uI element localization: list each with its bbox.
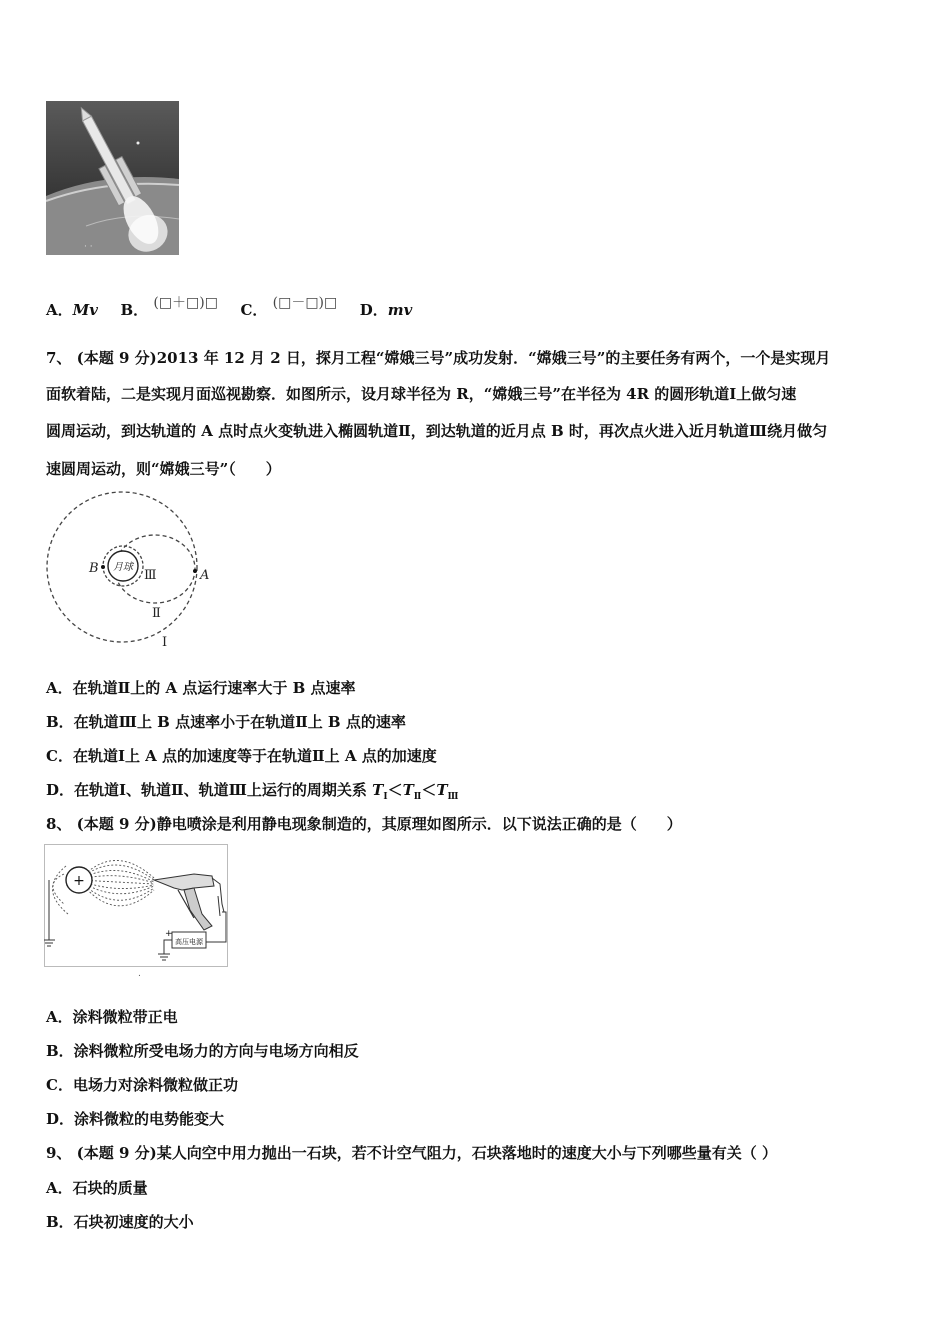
- q6-options: [46, 295, 413, 321]
- moon-label: 月球: [113, 562, 133, 573]
- q7-option-d: [46, 780, 459, 807]
- option-d-text: mv: [387, 301, 413, 319]
- q8-option-b: B．涂料微粒所受电场力的方向与电场方向相反: [46, 1042, 359, 1060]
- svg-text:· ·: · ·: [84, 242, 93, 252]
- label-a: A: [200, 568, 210, 583]
- q9-option-b: B．石块初速度的大小: [46, 1213, 194, 1231]
- rocket-launch-icon: [46, 101, 179, 255]
- period-t1-sub: Ⅰ: [383, 792, 388, 802]
- q7-stem-line4: 速圆周运动，则“嫦娥三号”（ ）: [46, 460, 281, 478]
- rocket-photo: [46, 101, 179, 255]
- label-i: Ⅰ: [162, 635, 168, 650]
- q7-stem-line1: 7、 (本题 9 分)2013 年 12 月 2 日，探月工程“嫦娥三号”成功发射．“嫦娥三号”的主要任务有两个，一个是实现月: [46, 349, 831, 367]
- q8-option-c: C．电场力对涂料微粒做正功: [46, 1076, 238, 1094]
- option-b-label: B．: [120, 301, 149, 319]
- q8-option-a: A．涂料微粒带正电: [46, 1008, 178, 1026]
- option-c-label: C．: [240, 301, 268, 319]
- q9-option-a: A．石块的质量: [46, 1179, 148, 1197]
- option-c-formula: (□－□)□: [272, 295, 338, 311]
- q8-option-d: D．涂料微粒的电势能变大: [46, 1110, 225, 1128]
- period-t2-sub: Ⅱ: [413, 792, 422, 802]
- period-t3: T: [436, 781, 448, 799]
- figure-dot: .: [138, 969, 141, 976]
- orbit-diagram: [44, 490, 220, 650]
- option-d-prefix: D．在轨道Ⅰ、轨道Ⅱ、轨道Ⅲ上运行的周期关系: [46, 781, 373, 799]
- lt-sign: ＜: [421, 781, 437, 799]
- q7-option-b: B．在轨道Ⅲ上 B 点速率小于在轨道Ⅱ上 B 点的速率: [46, 713, 406, 731]
- plus-sign: +: [73, 873, 85, 889]
- spray-gun-icon: [154, 874, 224, 930]
- label-ii: Ⅱ: [152, 606, 161, 621]
- period-t3-sub: Ⅲ: [447, 792, 459, 802]
- q7-option-a: A．在轨道Ⅱ上的 A 点运行速率大于 B 点速率: [46, 679, 356, 697]
- option-a-label: A．: [46, 301, 73, 319]
- label-b: B: [89, 561, 99, 576]
- option-b-formula: (□＋□)□: [153, 295, 218, 311]
- q7-stem-line3: 圆周运动，到达轨道的 A 点时点火变轨进入椭圆轨道Ⅱ，到达轨道的近月点 B 时，再次点火进入近月轨道Ⅲ绕月做匀: [46, 422, 828, 440]
- q9-stem: 9、 (本题 9 分)某人向空中用力抛出一石块，若不计空气阻力，石块落地时的速度大小与下列哪些量有关（ ）: [46, 1144, 777, 1162]
- lt-sign: ＜: [387, 781, 403, 799]
- power-label: 高压电源: [175, 938, 203, 946]
- period-t2: T: [402, 781, 414, 799]
- power-plus-label: +: [165, 929, 173, 939]
- q7-stem-line2: 面软着陆，二是实现月面巡视勘察．如图所示，设月球半径为 R，“嫦娥三号”在半径为 4R 的圆形轨道Ⅰ上做匀速: [46, 385, 797, 403]
- q8-stem: 8、 (本题 9 分)静电喷涂是利用静电现象制造的，其原理如图所示．以下说法正确的是（ ）: [46, 815, 682, 833]
- option-d-label: D．: [359, 301, 388, 319]
- q7-option-c: C．在轨道Ⅰ上 A 点的加速度等于在轨道Ⅱ上 A 点的加速度: [46, 747, 437, 765]
- electrostatic-spray-diagram: [44, 844, 230, 976]
- period-t1: T: [372, 781, 384, 799]
- option-a-text: Mv: [72, 301, 98, 319]
- label-iii: Ⅲ: [144, 568, 157, 583]
